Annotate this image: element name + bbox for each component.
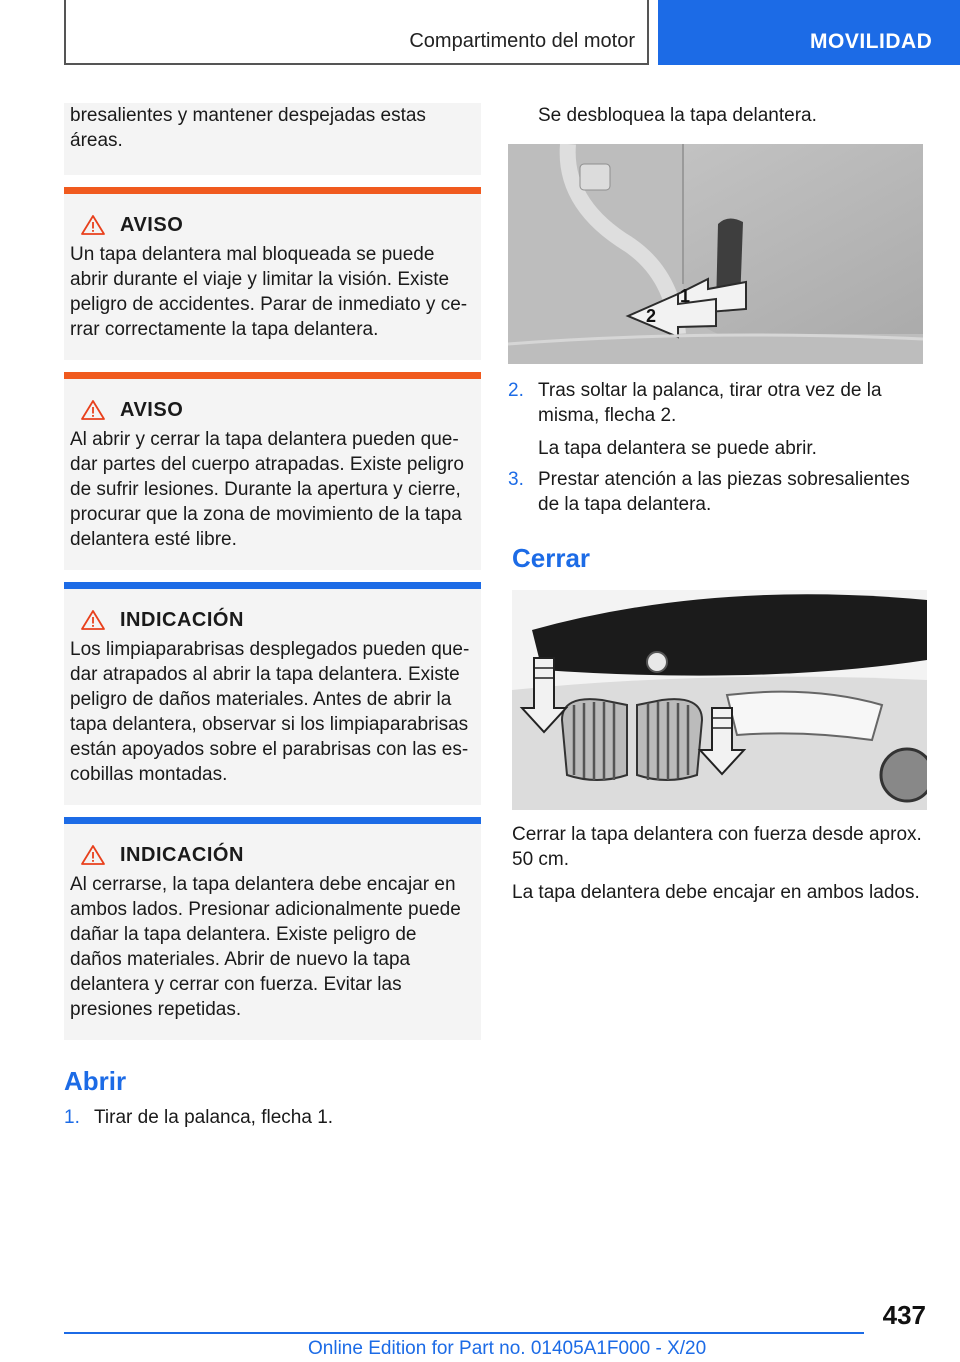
step-result-text: La tapa delantera se puede abrir. (538, 438, 817, 459)
notice-label: INDICACIÓN (120, 608, 244, 631)
notice-text: Los limpiaparabrisas desplegados pueden que‐dar atrapados al abrir la tapa delantera. Existe peligro de daños materiales. Antes de abrir la tapa delantera, observar si los limpiaparabrisas están apoyados sobre el parabrisas con las es‐cobillas montadas. (70, 639, 470, 785)
chapter-title: Compartimento del motor (409, 30, 635, 52)
step-result-text: Se desbloquea la tapa delantera. (538, 105, 817, 126)
warning-triangle-icon (80, 214, 106, 236)
step-text: Prestar atención a las piezas sobresalientes de la tapa delantera. (538, 469, 910, 515)
step-text: Tras soltar la palanca, tirar otra vez de la misma, flecha 2. (538, 380, 882, 426)
header-chapter-tab (64, 0, 649, 65)
hood-release-lever-figure (508, 144, 923, 364)
arrow-label-2: 2 (646, 306, 657, 326)
footer-divider (64, 1332, 864, 1334)
notice-box-3 (64, 582, 481, 805)
arrow-label-1: 1 (680, 286, 691, 306)
right-column (508, 103, 928, 905)
hood-closing-figure (512, 590, 927, 810)
page-number: 437 (882, 1300, 926, 1330)
notice-box-2 (64, 372, 481, 570)
close-instruction-text: Cerrar la tapa delantera con fuerza desde aprox. 50 cm. (512, 824, 922, 870)
step-item (508, 378, 928, 428)
warning-triangle-icon (80, 609, 106, 631)
step-number: 1. (64, 1107, 80, 1128)
continued-notice-text: bresalientes y mantener despejadas estas áreas. (70, 105, 426, 151)
step-number: 3. (508, 469, 524, 490)
step-item (64, 1105, 481, 1130)
notice-box-1 (64, 187, 481, 360)
notice-text: Un tapa delantera mal bloqueada se puede abrir durante el viaje y limitar la visión. Existe peligro de accidentes. Parar de inmediato y ce‐rrar correctamente la tapa delantera. (70, 244, 468, 340)
step-number: 2. (508, 380, 524, 401)
close-heading: Cerrar (512, 543, 591, 573)
notice-label: AVISO (120, 398, 184, 421)
close-note-text: La tapa delantera debe encajar en ambos lados. (512, 882, 920, 903)
step-text: Tirar de la palanca, flecha 1. (94, 1107, 334, 1128)
notice-text: Al cerrarse, la tapa delantera debe encajar en ambos lados. Presionar adicionalmente puede dañar la tapa delantera. Existe peligro de daños materiales. Abrir de nuevo la tapa delantera y cerrar con fuerza. Evitar las presiones repetidas. (70, 874, 461, 1020)
header-section-tab (658, 0, 960, 65)
footer-edition-text: Online Edition for Part no. 01405A1F000 - X/20 (308, 1338, 707, 1359)
notice-box-4 (64, 817, 481, 1040)
notice-label: INDICACIÓN (120, 843, 244, 866)
warning-triangle-icon (80, 399, 106, 421)
section-label: MOVILIDAD (810, 30, 933, 53)
step-item (508, 467, 928, 517)
continued-notice-box (64, 103, 481, 175)
notice-label: AVISO (120, 213, 184, 236)
open-heading: Abrir (64, 1066, 127, 1096)
notice-text: Al abrir y cerrar la tapa delantera pueden que‐dar partes del cuerpo atrapadas. Existe peligro de sufrir lesiones. Durante la apertura y cierre, procurar que la zona de movimiento de la tapa delantera esté libre. (70, 429, 464, 550)
left-column (64, 103, 481, 1130)
warning-triangle-icon (80, 844, 106, 866)
